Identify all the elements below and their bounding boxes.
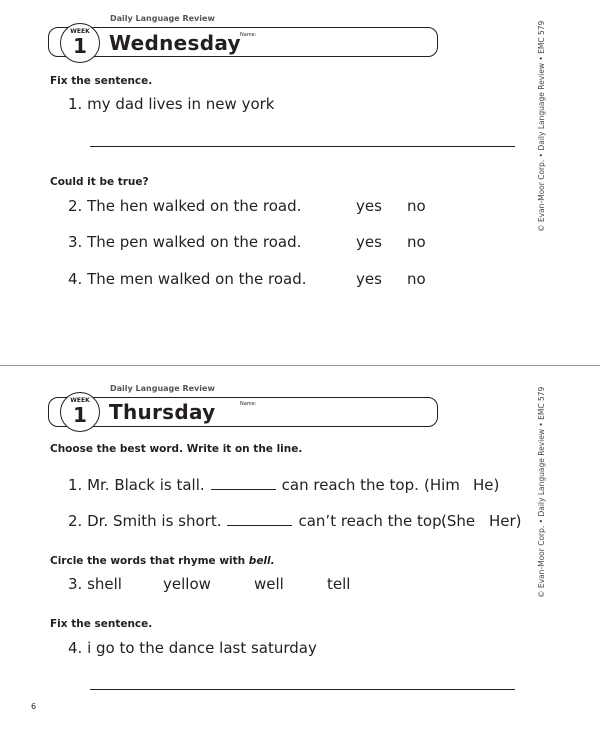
question-text: 3. The pen walked on the road. (68, 233, 302, 251)
day-title: Wednesday (109, 31, 241, 55)
series-label: Daily Language Review (110, 384, 215, 393)
answer-yes[interactable]: yes (356, 197, 382, 215)
sentence-item (68, 476, 419, 494)
section-heading: Fix the sentence. (50, 618, 153, 630)
question-text: 4. The men walked on the road. (68, 270, 307, 288)
sentence-start: 2. Dr. Smith is short. (68, 512, 222, 530)
sentence-item: 1. my dad lives in new york (68, 95, 275, 113)
section-heading (50, 555, 275, 568)
section-heading-word: bell. (248, 555, 275, 567)
question-text: 2. The hen walked on the road. (68, 197, 302, 215)
week-badge (60, 392, 100, 432)
sentence-start: 1. Mr. Black is tall. (68, 476, 205, 494)
week-badge (60, 23, 100, 63)
word-option[interactable]: Her) (489, 512, 522, 530)
rhyme-word[interactable]: tell (327, 575, 351, 593)
answer-no[interactable]: no (407, 233, 426, 251)
name-label: Name: (240, 32, 257, 38)
answer-line[interactable] (90, 146, 515, 147)
answer-blank[interactable] (227, 513, 292, 526)
week-label: WEEK (70, 397, 90, 404)
word-option[interactable]: (She (441, 512, 476, 530)
sentence-item: 4. i go to the dance last saturday (68, 639, 317, 657)
sentence-item (68, 512, 446, 530)
sentence-end: can’t reach the top. (298, 512, 447, 530)
day-title: Thursday (109, 400, 216, 424)
page-divider (0, 365, 600, 366)
answer-no[interactable]: no (407, 270, 426, 288)
name-label: Name: (240, 401, 257, 407)
section-heading-text: Circle the words that rhyme with (50, 555, 249, 567)
series-label: Daily Language Review (110, 14, 215, 23)
word-option[interactable]: (Him (424, 476, 460, 494)
page-number: 6 (31, 702, 37, 711)
rhyme-word[interactable]: 3. shell (68, 575, 122, 593)
word-option[interactable]: He) (473, 476, 500, 494)
week-label: WEEK (70, 28, 90, 35)
answer-blank[interactable] (211, 477, 276, 490)
section-heading: Could it be true? (50, 176, 149, 188)
rhyme-word[interactable]: yellow (163, 575, 211, 593)
section-heading: Fix the sentence. (50, 75, 153, 87)
week-number: 1 (73, 403, 87, 427)
sentence-end: can reach the top. (281, 476, 419, 494)
section-heading: Choose the best word. Write it on the line. (50, 443, 303, 455)
answer-line[interactable] (90, 689, 515, 690)
copyright-credit: © Evan-Moor Corp. • Daily Language Review • EMC 579 (537, 20, 546, 232)
answer-no[interactable]: no (407, 197, 426, 215)
answer-yes[interactable]: yes (356, 270, 382, 288)
answer-yes[interactable]: yes (356, 233, 382, 251)
copyright-credit: © Evan-Moor Corp. • Daily Language Review • EMC 579 (537, 386, 546, 598)
week-number: 1 (73, 34, 87, 58)
rhyme-word[interactable]: well (254, 575, 284, 593)
